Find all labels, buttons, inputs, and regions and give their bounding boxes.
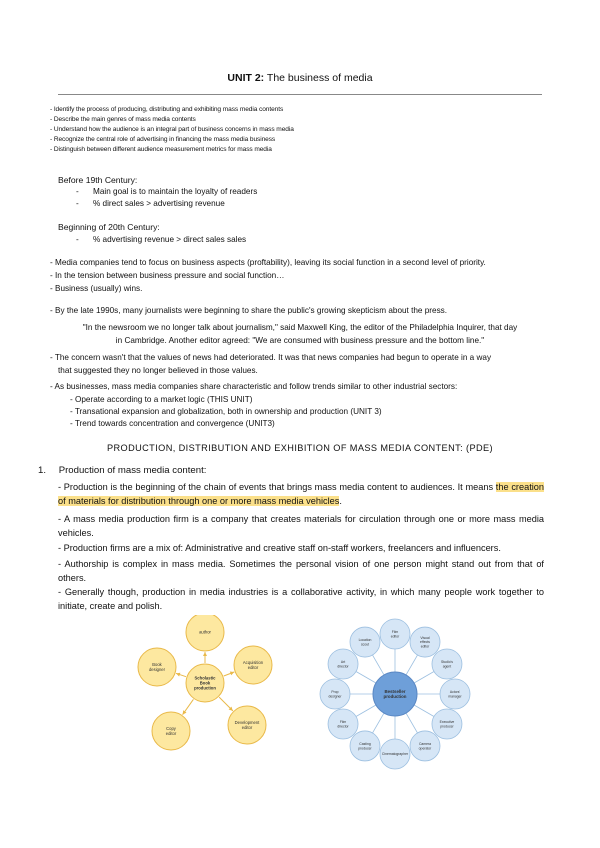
para-text: . (339, 496, 342, 506)
pde-heading: PRODUCTION, DISTRIBUTION AND EXHIBITION OF MASS MEDIA CONTENT: (PDE) (106, 443, 494, 453)
dash: - (76, 235, 79, 244)
paragraph-production (58, 480, 544, 508)
before-19th-item: Main goal is to maintain the loyalty of readers (93, 187, 258, 196)
diagram-node-label: Film (391, 629, 399, 634)
diagram-node-label: designer (148, 667, 166, 673)
diagram-node-label: producer (440, 724, 454, 729)
paragraph-authorship: - Authorship is complex in mass media. Sometimes the personal vision of one person might stand out from that of others. (58, 559, 544, 583)
diagram-node-label: manager (448, 694, 462, 699)
diagram-node-label: editor (165, 731, 177, 737)
highlighted-text: the creation of materials for distribution through one or more mass media vehicles (58, 482, 545, 506)
page-title (0, 72, 600, 84)
before-19th-heading: Before 19th Century: (58, 175, 138, 185)
objective-item: - Distinguish between different audience measurement metrics for mass media (50, 146, 272, 153)
quote-line: "In the newsroom we no longer talk about journalism," said Maxwell King, the editor of the Philadelphia Inquirer, that day (82, 323, 518, 332)
title-divider (58, 94, 542, 95)
sub-bullet-item: - Trend towards concentration and convergence (UNIT3) (70, 419, 275, 428)
film-production-diagram (310, 618, 480, 770)
diagram-right-group (320, 619, 470, 769)
diagram-center-label: Book (199, 680, 211, 686)
section-number: 1. (38, 465, 47, 476)
beginning-20th-item: % advertising revenue > direct sales sales (93, 235, 247, 244)
diagram-node-label: Film (339, 719, 347, 724)
arrow-head (203, 652, 207, 656)
diagram-node-label: editor (241, 725, 253, 731)
paragraph-collaboration: - Generally though, production in media industries is a collaborative activity, in which many people work together to initiate, create and polish. (58, 587, 544, 611)
dash: - (76, 187, 79, 196)
bullet-continuation: that suggested they no longer believed in those values. (58, 366, 258, 375)
beginning-20th-heading: Beginning of 20th Century: (58, 222, 160, 232)
diagram-node-label: Prop (331, 689, 339, 694)
diagram-node-label: effects (420, 640, 430, 645)
diagram-node-label: Development (234, 719, 260, 725)
diagram-center-label: production (194, 685, 216, 691)
diagram-node-label: Casting (359, 741, 371, 746)
diagram-node-label: Copy (166, 725, 176, 731)
diagram-center-label: production (383, 694, 407, 700)
sub-bullet-item: - Operate according to a market logic (THIS UNIT) (70, 395, 253, 404)
learning-objectives (50, 105, 550, 155)
unit-title: The business of media (266, 72, 373, 84)
diagram-node-label: director (337, 724, 349, 729)
diagram-node-label: Art (340, 659, 346, 664)
book-production-diagram (125, 615, 285, 755)
bullet-item: - As businesses, mass media companies share characteristic and follow trends similar to other industrial sectors: (50, 382, 458, 391)
diagram-node-label: editor (247, 665, 259, 671)
diagram-node-label: Actors' (449, 689, 461, 694)
para-text: - Production is the beginning of the chain of events that brings mass media content to audiences. It means (58, 482, 496, 492)
diagram-node-label: designer (328, 694, 342, 699)
arrow-head (183, 710, 187, 714)
sub-bullet-item: - Transational expansion and globalization, both in ownership and production (UNIT 3) (70, 407, 382, 416)
diagram-node-label: producer (358, 746, 372, 751)
diagram-node-label: Camera (418, 741, 432, 746)
diagram-node-label: Studio's (440, 659, 453, 664)
diagram-node-label: operator (418, 746, 432, 751)
objective-item: - Understand how the audience is an integral part of business concerns in mass media (50, 126, 294, 133)
dash: - (76, 199, 79, 208)
diagram-node-label: Cinematographer (381, 752, 409, 757)
objective-item: - Describe the main genres of mass media contents (50, 116, 196, 123)
diagram-node-label: Visual (420, 635, 430, 640)
objective-item: - Recognize the central role of advertising in financing the mass media business (50, 136, 276, 143)
bullet-item: - Media companies tend to focus on business aspects (proftability), leaving its social function in a second level of priority. (50, 258, 486, 267)
paragraph-staff-mix: - Production firms are a mix of: Administrative and creative staff on-staff workers, freelancers and influencers. (58, 543, 501, 553)
bullet-item: - By the late 1990s, many journalists were beginning to share the public's growing skepticism about the press. (50, 306, 448, 315)
paragraph-production-firm: - A mass media production firm is a company that creates materials for circulation through one or more mass media vehicles. (58, 514, 544, 538)
diagram-center-label: Bestseller (384, 688, 406, 694)
diagram-node-label: editor (420, 644, 430, 649)
objective-item: - Identify the process of producing, distributing and exhibiting mass media contents (50, 106, 284, 113)
diagram-center-label: Scholastic (194, 675, 216, 681)
diagram-node-label: Book (152, 661, 162, 667)
before-19th-item: % direct sales > advertising revenue (93, 199, 225, 208)
unit-label: UNIT 2: (227, 72, 265, 84)
diagram-node-label: agent (442, 664, 452, 669)
diagram-node-label: Acquisition (242, 659, 264, 665)
bullet-item: - In the tension between business pressure and social function… (50, 271, 285, 280)
section-title: Production of mass media content: (58, 465, 207, 476)
diagram-node-label: scout (360, 642, 370, 647)
diagram-left-group (138, 615, 272, 750)
bullet-item: - Business (usually) wins. (50, 284, 143, 293)
quote-line: in Cambridge. Another editor agreed: "We are consumed with business pressure and the bottom line." (115, 336, 485, 345)
section-heading (38, 465, 206, 476)
arrow-head (176, 673, 180, 677)
diagram-node-label: author (199, 629, 211, 635)
bullet-item: - The concern wasn't that the values of news had deteriorated. It was that news companies had begun to operate in a way (50, 353, 492, 362)
diagram-node-label: director (337, 664, 349, 669)
diagram-node-label: Location (358, 638, 372, 643)
diagram-node-label: Executive (439, 719, 455, 724)
diagram-node-label: editor (390, 634, 400, 639)
